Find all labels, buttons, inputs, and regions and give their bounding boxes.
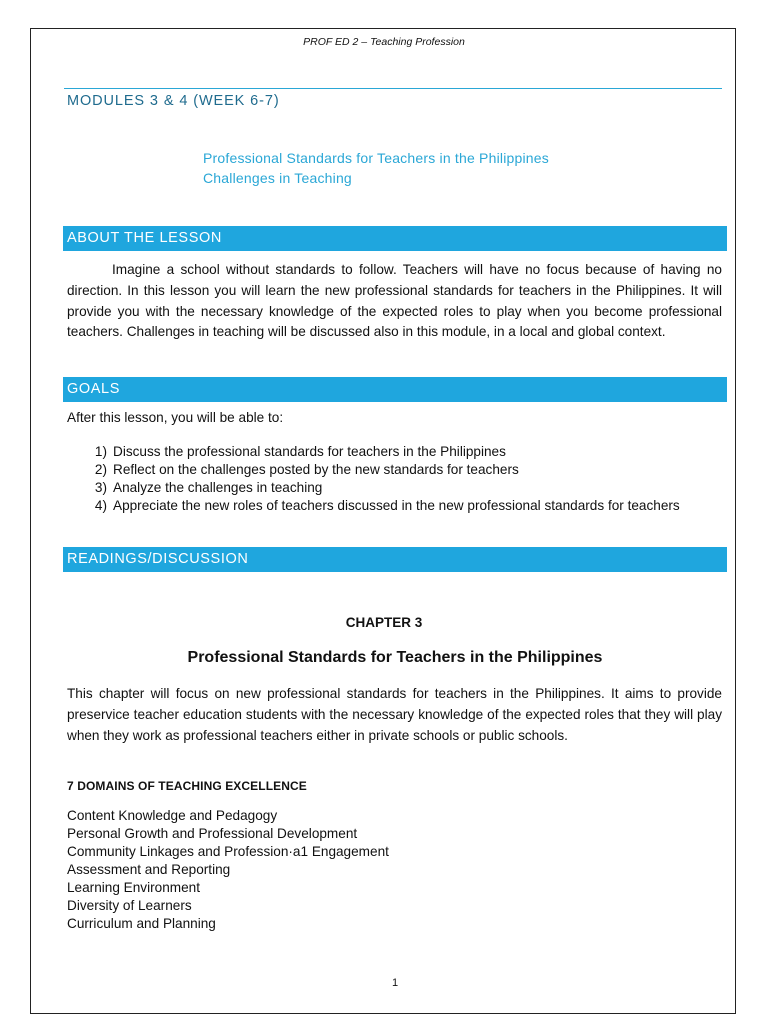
chapter-label: CHAPTER 3 [345,615,423,630]
goal-text: Appreciate the new roles of teachers discussed in the new professional standards for teachers [113,498,680,513]
goal-number: 2) [94,462,107,477]
readings-heading: READINGS/DISCUSSION [63,547,727,572]
list-item: Assessment and Reporting [67,862,231,877]
modules-title: MODULES 3 & 4 (WEEK 6-7) [67,93,280,109]
list-item: Personal Growth and Professional Development [67,826,358,841]
list-item: Curriculum and Planning [67,916,216,931]
running-header: PROF ED 2 – Teaching Profession [303,36,465,48]
goal-text: Reflect on the challenges posted by the new standards for teachers [113,462,519,477]
about-lesson-heading: ABOUT THE LESSON [63,226,727,251]
page-number: 1 [391,977,399,989]
chapter-intro-paragraph: This chapter will focus on new professional standards for teachers in the Philippines. It aims to provide preservice teacher education students with the necessary knowledge of the expected roles that they will play when they work as professional teachers either in private schools or public schools. [67,686,722,743]
domains-heading: 7 DOMAINS OF TEACHING EXCELLENCE [67,779,307,793]
subtitle-standards: Professional Standards for Teachers in the Philippines [203,150,549,166]
goal-number: 1) [94,444,107,459]
goal-number: 3) [94,480,107,495]
about-lesson-paragraph: Imagine a school without standards to follow. Teachers will have no focus because of having no direction. In this lesson you will learn the new professional standards for teachers in the Philippines. It will provide you with the necessary knowledge of the expected roles to play when you become professional teachers. Challenges in teaching will be discussed also in this module, in a local and global context. [67,262,722,340]
header-rule [64,88,722,89]
goals-list [67,443,722,515]
list-item: Community Linkages and Profession·a1 Engagement [67,844,389,859]
list-item: Content Knowledge and Pedagogy [67,808,278,823]
list-item: Diversity of Learners [67,898,192,913]
goal-text: Discuss the professional standards for teachers in the Philippines [113,444,506,459]
list-item [67,497,722,515]
subtitle-challenges: Challenges in Teaching [203,170,352,186]
list-item [67,479,722,497]
list-item [67,443,722,461]
goal-number: 4) [94,498,107,513]
goals-intro: After this lesson, you will be able to: [67,410,284,425]
list-item: Learning Environment [67,880,200,895]
goals-heading: GOALS [63,377,727,402]
chapter-title: Professional Standards for Teachers in the Philippines [187,649,603,666]
goal-text: Analyze the challenges in teaching [113,480,323,495]
list-item [67,461,722,479]
domains-list [67,807,389,933]
